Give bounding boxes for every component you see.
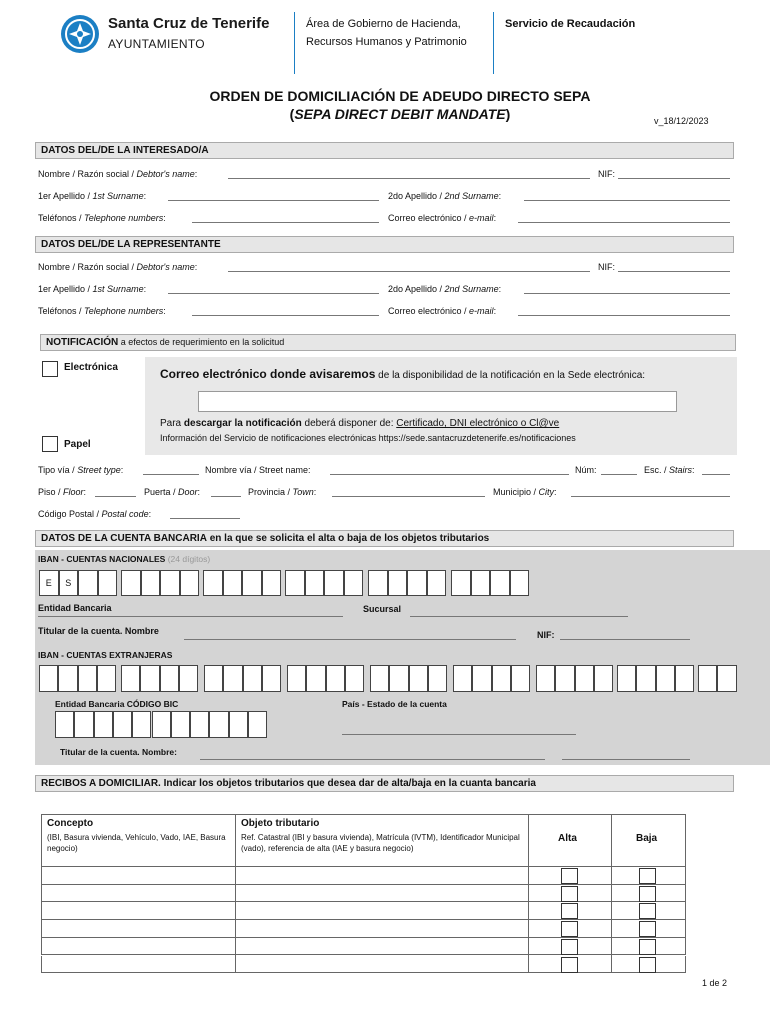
pais-field[interactable] [342, 725, 576, 735]
alta-header: Alta [558, 833, 577, 844]
rep-ap1-label: 1er Apellido / 1st Surname: [38, 284, 147, 294]
concepto-sub: (IBI, Basura vivienda, Vehículo, Vado, IAE, Basura negocio) [47, 833, 226, 853]
version: v_18/12/2023 [654, 116, 709, 126]
nombre-label: Nombre / Razón social / Debtor's name: [38, 169, 198, 179]
table-row[interactable] [41, 938, 686, 956]
iban-ext-digit[interactable] [78, 665, 97, 692]
nombre-via-field[interactable] [330, 465, 569, 475]
alta-checkbox[interactable] [561, 939, 578, 955]
page-number: 1 de 2 [702, 978, 728, 988]
entidad-label: Entidad Bancaria [38, 603, 112, 613]
notif-rest: a efectos de requerimiento en la solicitud [118, 337, 285, 347]
concepto-header: Concepto [47, 818, 94, 829]
rep-nombre-label: Nombre / Razón social / Debtor's name: [38, 262, 198, 272]
baja-checkbox[interactable] [639, 957, 656, 973]
esc-label: Esc. / Stairs: [644, 465, 695, 475]
iban-ext-digit[interactable] [204, 665, 223, 692]
area-line1: Área de Gobierno de Hacienda, [306, 18, 461, 30]
iban-ext-digit[interactable] [536, 665, 555, 692]
iban-nac-digit[interactable] [262, 570, 282, 596]
iban-nac-digit[interactable] [407, 570, 427, 596]
piso-label: Piso / Floor: [38, 487, 87, 497]
rep-mail-label: Correo electrónico / e-mail: [388, 306, 497, 316]
municipio-field[interactable] [571, 487, 730, 497]
provincia-label: Provincia / Town: [248, 487, 317, 497]
iban-ext-digit[interactable] [179, 665, 198, 692]
banco-nif-label: NIF: [537, 630, 555, 640]
municipio-label: Municipio / City: [493, 487, 557, 497]
iban-ext-label: IBAN - CUENTAS EXTRANJERAS [38, 650, 173, 660]
iban-ext-digit[interactable] [617, 665, 636, 692]
electronica-checkbox[interactable] [42, 361, 58, 377]
correo-text: Correo electrónico donde avisaremos de la disponibilidad de la notificación en la Sede electrónica: [160, 367, 646, 381]
divider-1 [294, 12, 295, 74]
iban-nac-digit[interactable] [388, 570, 408, 596]
electronica-label: Electrónica [64, 362, 118, 373]
baja-checkbox[interactable] [639, 903, 656, 919]
mail-field[interactable] [518, 213, 730, 223]
iban-nac-digit[interactable] [180, 570, 200, 596]
iban-nac-digit[interactable] [223, 570, 243, 596]
alta-checkbox[interactable] [561, 886, 578, 902]
iban-nac-digit[interactable] [121, 570, 141, 596]
area-line2: Recursos Humanos y Patrimonio [306, 36, 467, 48]
info-text: Información del Servicio de notificaciones electrónicas https://sede.santacruzdetenerife.es/notificaciones [160, 433, 576, 443]
iban-ext-digit[interactable] [717, 665, 736, 692]
titular-field[interactable] [184, 630, 516, 640]
ap1-field[interactable] [168, 191, 379, 201]
iban-ext-digit[interactable] [492, 665, 511, 692]
iban-ext-digit[interactable] [287, 665, 306, 692]
baja-checkbox[interactable] [639, 886, 656, 902]
org-sub: AYUNTAMIENTO [108, 37, 205, 51]
alta-checkbox[interactable] [561, 868, 578, 884]
titular2-label: Titular de la cuenta. Nombre: [60, 747, 177, 757]
bic-digit[interactable] [190, 711, 209, 738]
provincia-field[interactable] [332, 487, 485, 497]
titular2-field-b[interactable] [562, 750, 690, 760]
section-recibos: RECIBOS A DOMICILIAR. Indicar los objetos tributarios que desea dar de alta/baja en la cuanta bancaria [35, 775, 734, 792]
section-banco: DATOS DE LA CUENTA BANCARIA en la que se solicita el alta o baja de los objetos tributarios [35, 530, 734, 547]
iban-ext-digit[interactable] [594, 665, 613, 692]
title-paren-open: ( [289, 106, 295, 122]
num-label: Núm: [575, 465, 597, 475]
iban-nac-digit[interactable] [451, 570, 471, 596]
banco-nif-field[interactable] [560, 630, 690, 640]
titular-label: Titular de la cuenta. Nombre [38, 626, 159, 636]
iban-nac-digit[interactable] [305, 570, 325, 596]
cp-label: Código Postal / Postal code: [38, 509, 152, 519]
table-row[interactable] [41, 956, 686, 974]
mail-label: Correo electrónico / e-mail: [388, 213, 497, 223]
iban-nac-digit[interactable] [141, 570, 161, 596]
iban-ext-digit[interactable] [453, 665, 472, 692]
iban-ext-digit[interactable] [140, 665, 159, 692]
title-line1: ORDEN DE DOMICILIACIÓN DE ADEUDO DIRECTO SEPA [209, 88, 591, 104]
ap2-field[interactable] [524, 191, 730, 201]
iban-ext-digit[interactable] [39, 665, 58, 692]
iban-nac-digit[interactable] [203, 570, 223, 596]
iban-ext-digit[interactable] [306, 665, 325, 692]
bic-digit[interactable] [152, 711, 171, 738]
iban-nac-digit[interactable] [98, 570, 118, 596]
piso-field[interactable] [95, 487, 136, 497]
tel-label: Teléfonos / Telephone numbers: [38, 213, 166, 223]
ap2-label: 2do Apellido / 2nd Surname: [388, 191, 502, 201]
iban-ext-digit[interactable] [223, 665, 242, 692]
nif-field[interactable] [618, 169, 730, 179]
iban-ext-digit[interactable] [370, 665, 389, 692]
table-row[interactable] [41, 920, 686, 938]
rep-ap2-field[interactable] [524, 284, 730, 294]
org-name: Santa Cruz de Tenerife [108, 15, 270, 32]
bic-digit[interactable] [113, 711, 132, 738]
nombre-field[interactable] [228, 169, 590, 179]
rep-tel-label: Teléfonos / Telephone numbers: [38, 306, 166, 316]
rep-nif-field[interactable] [618, 262, 730, 272]
bic-digit[interactable] [248, 711, 267, 738]
iban-ext-digit[interactable] [575, 665, 594, 692]
iban-nac-label: IBAN - CUENTAS NACIONALES (24 dígitos) [38, 554, 211, 564]
bic-digit[interactable] [209, 711, 228, 738]
titular2-field[interactable] [200, 750, 545, 760]
iban-ext-digit[interactable] [243, 665, 262, 692]
iban-nac-digit[interactable] [242, 570, 262, 596]
tel-field[interactable] [192, 213, 379, 223]
rep-ap1-field[interactable] [168, 284, 379, 294]
iban-ext-digit[interactable] [97, 665, 116, 692]
cp-field[interactable] [170, 509, 240, 519]
bic-digit[interactable] [229, 711, 248, 738]
bic-digit[interactable] [171, 711, 190, 738]
table-row[interactable] [41, 867, 686, 885]
title-italic: SEPA DIRECT DEBIT MANDATE [294, 106, 506, 122]
iban-ext-digit[interactable] [656, 665, 675, 692]
section-interesado: DATOS DEL/DE LA INTERESADO/A [35, 142, 734, 159]
iban-nac-digit[interactable]: E [39, 570, 59, 596]
table-row[interactable] [41, 885, 686, 903]
tipo-via-label: Tipo vía / Street type: [38, 465, 124, 475]
puerta-label: Puerta / Door: [144, 487, 201, 497]
iban-ext-digit[interactable] [121, 665, 140, 692]
iban-nac-digit[interactable] [471, 570, 491, 596]
entidad-field[interactable] [38, 607, 343, 617]
correo-input[interactable] [198, 391, 677, 412]
baja-checkbox[interactable] [639, 921, 656, 937]
alta-checkbox[interactable] [561, 921, 578, 937]
tipo-via-field[interactable] [143, 465, 199, 475]
rep-nif-label: NIF: [598, 262, 615, 272]
esc-field[interactable] [702, 465, 730, 475]
ap1-label: 1er Apellido / 1st Surname: [38, 191, 147, 201]
iban-ext-digit[interactable] [345, 665, 364, 692]
rep-mail-field[interactable] [518, 306, 730, 316]
notif-bold: NOTIFICACIÓN [46, 337, 119, 348]
iban-nac-digit[interactable] [78, 570, 98, 596]
bic-label: Entidad Bancaria CÓDIGO BIC [55, 699, 179, 709]
alta-checkbox[interactable] [561, 957, 578, 973]
title-paren-close: ) [505, 106, 511, 122]
num-field[interactable] [601, 465, 637, 475]
table-row[interactable] [41, 902, 686, 920]
iban-ext-digit[interactable] [636, 665, 655, 692]
iban-nac-digit[interactable] [160, 570, 180, 596]
iban-nac-digit[interactable] [368, 570, 388, 596]
iban-ext-digit[interactable] [698, 665, 717, 692]
iban-ext-digit[interactable] [58, 665, 77, 692]
iban-nac-digit[interactable]: S [59, 570, 79, 596]
rep-ap2-label: 2do Apellido / 2nd Surname: [388, 284, 502, 294]
iban-nac-digit[interactable] [344, 570, 364, 596]
iban-nac-digit[interactable] [427, 570, 447, 596]
pais-label: País - Estado de la cuenta [342, 699, 447, 709]
header [0, 0, 770, 80]
iban-ext-digit[interactable] [428, 665, 447, 692]
iban-ext-digit[interactable] [511, 665, 530, 692]
baja-header: Baja [636, 833, 658, 844]
bic-digit[interactable] [132, 711, 151, 738]
nif-label: NIF: [598, 169, 615, 179]
puerta-field[interactable] [211, 487, 241, 497]
service-name: Servicio de Recaudación [505, 18, 636, 30]
bic-digit[interactable] [55, 711, 74, 738]
divider-2 [493, 12, 494, 74]
sucursal-label: Sucursal [363, 604, 402, 614]
descargar-text: Para descargar la notificación deberá disponer de: Certificado, DNI electrónico o Cl@ve [160, 418, 560, 429]
papel-label: Papel [64, 439, 91, 450]
iban-ext-digit[interactable] [675, 665, 694, 692]
section-representante: DATOS DEL/DE LA REPRESENTANTE [35, 236, 734, 253]
bic-digit[interactable] [74, 711, 93, 738]
objeto-header: Objeto tributario [241, 818, 320, 829]
bic-digit[interactable] [94, 711, 113, 738]
baja-checkbox[interactable] [639, 868, 656, 884]
papel-checkbox[interactable] [42, 436, 58, 452]
cross-logo-icon [60, 14, 100, 54]
iban-ext-digit[interactable] [555, 665, 574, 692]
iban-ext-digit[interactable] [409, 665, 428, 692]
iban-ext-digit[interactable] [262, 665, 281, 692]
iban-nac-digit[interactable] [490, 570, 510, 596]
sucursal-field[interactable] [410, 607, 628, 617]
iban-ext-digit[interactable] [160, 665, 179, 692]
iban-ext-digit[interactable] [472, 665, 491, 692]
section-notificacion [40, 334, 736, 351]
baja-checkbox[interactable] [639, 939, 656, 955]
iban-nac-digit[interactable] [285, 570, 305, 596]
iban-ext-digit[interactable] [326, 665, 345, 692]
iban-ext-digit[interactable] [389, 665, 408, 692]
iban-nac-digit[interactable] [324, 570, 344, 596]
objeto-sub: Ref. Catastral (IBI y basura vivienda), Matrícula (IVTM), Identificador Municipal (vado), referencia de alta (IAE y basura negocio) [241, 833, 520, 853]
alta-checkbox[interactable] [561, 903, 578, 919]
iban-nac-digit[interactable] [510, 570, 530, 596]
rep-tel-field[interactable] [192, 306, 379, 316]
nombre-via-label: Nombre vía / Street name: [205, 465, 311, 475]
rep-nombre-field[interactable] [228, 262, 590, 272]
descargar-link: Certificado, DNI electrónico o Cl@ve [396, 418, 560, 429]
